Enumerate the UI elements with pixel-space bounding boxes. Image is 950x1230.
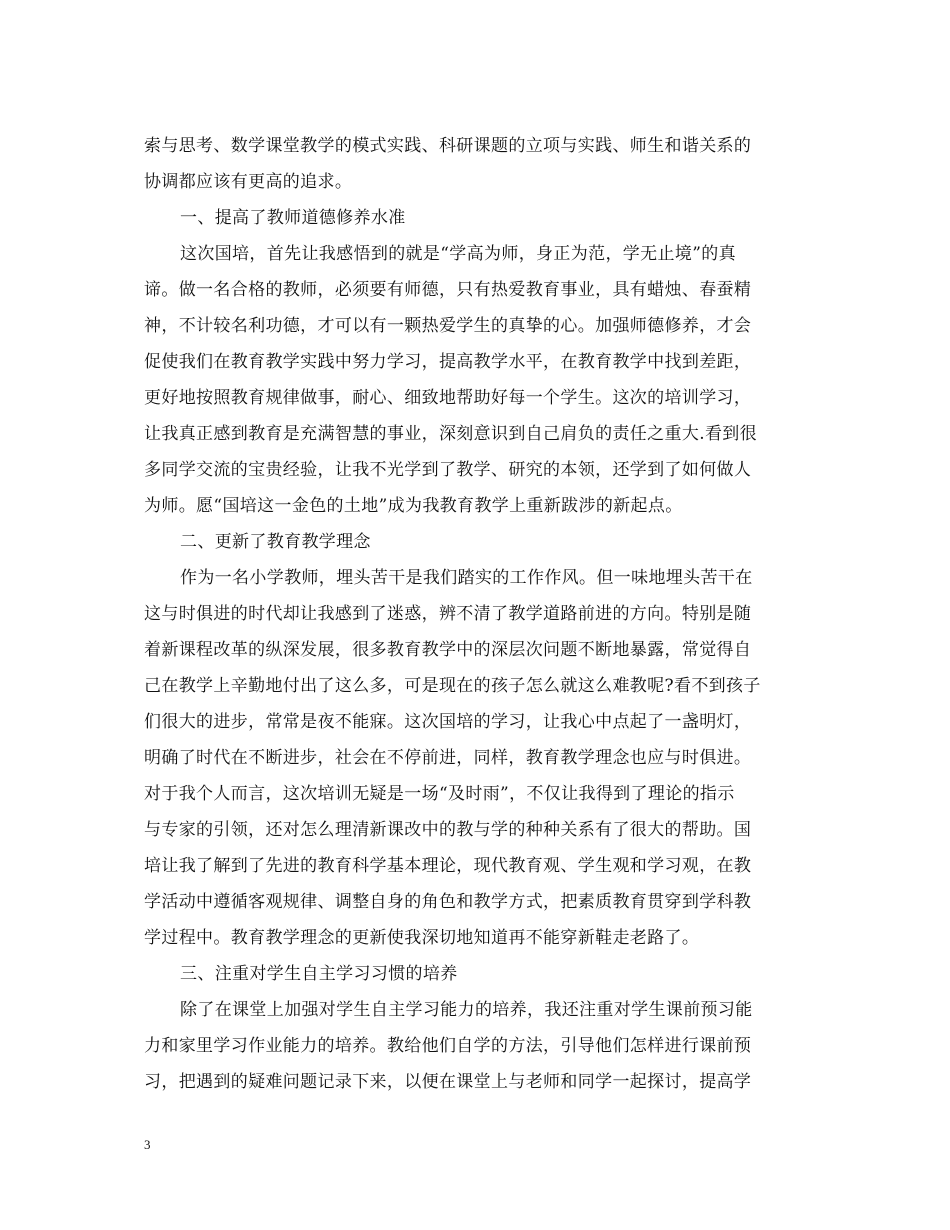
text-line: 促使我们在教育教学实践中努力学习，提高教学水平，在教育教学中找到差距， xyxy=(144,352,752,372)
text-line: 多同学交流的宝贵经验，让我不光学到了教学、研究的本领，还学到了如何做人 xyxy=(144,460,752,480)
text-line: 培让我了解到了先进的教育科学基本理论，现代教育观、学生观和学习观，在教 xyxy=(144,856,752,876)
text-line: 们很大的进步，常常是夜不能寐。这次国培的学习，让我心中点起了一盏明灯， xyxy=(144,712,752,732)
text-line: 这与时俱进的时代却让我感到了迷惑，辨不清了教学道路前进的方向。特别是随 xyxy=(144,604,752,624)
text-line: 协调都应该有更高的追求。 xyxy=(144,172,353,192)
text-line: 力和家里学习作业能力的培养。教给他们自学的方法，引导他们怎样进行课前预 xyxy=(144,1036,752,1056)
text-line: 让我真正感到教育是充满智慧的事业，深刻意识到自己肩负的责任之重大.看到很 xyxy=(144,424,758,444)
text-line: 着新课程改革的纵深发展，很多教育教学中的深层次问题不断地暴露，常觉得自 xyxy=(144,640,752,660)
text-line: 学活动中遵循客观规律、调整自身的角色和教学方式，把素质教育贯穿到学科教 xyxy=(144,892,752,912)
text-line: 二、更新了教育教学理念 xyxy=(180,532,371,552)
body-text xyxy=(144,128,804,1100)
text-line: 更好地按照教育规律做事，耐心、细致地帮助好每一个学生。这次的培训学习， xyxy=(144,388,752,408)
text-line: 己在教学上辛勤地付出了这么多，可是现在的孩子怎么就这么难教呢?看不到孩子 xyxy=(144,676,761,696)
text-line: 除了在课堂上加强对学生自主学习能力的培养，我还注重对学生课前预习能 xyxy=(180,1000,753,1020)
text-line: 明确了时代在不断进步，社会在不停前进，同样，教育教学理念也应与时俱进。 xyxy=(144,748,752,768)
text-line: 为师。愿“国培这一金色的土地”成为我教育教学上重新跋涉的新起点。 xyxy=(144,496,683,516)
text-line: 神，不计较名利功德，才可以有一颗热爱学生的真挚的心。加强师德修养，才会 xyxy=(144,316,752,336)
text-line: 索与思考、数学课堂教学的模式实践、科研课题的立项与实践、师生和谐关系的 xyxy=(144,136,752,156)
text-line: 谛。做一名合格的教师，必须要有师德，只有热爱教育事业，具有蜡烛、春蚕精 xyxy=(144,280,752,300)
text-line: 对于我个人而言，这次培训无疑是一场“及时雨”，不仅让我得到了理论的指示 xyxy=(144,784,735,804)
page-number: 3 xyxy=(144,1137,151,1152)
text-line: 与专家的引领，还对怎么理清新课改中的教与学的种种关系有了很大的帮助。国 xyxy=(144,820,752,840)
text-line: 一、提高了教师道德修养水准 xyxy=(180,208,406,228)
text-line: 这次国培，首先让我感悟到的就是“学高为师，身正为范，学无止境”的真 xyxy=(180,244,736,264)
text-line: 作为一名小学教师，埋头苦干是我们踏实的工作作风。但一味地埋头苦干在 xyxy=(180,568,753,588)
text-line: 习，把遇到的疑难问题记录下来，以便在课堂上与老师和同学一起探讨，提高学 xyxy=(144,1072,752,1092)
text-line: 学过程中。教育教学理念的更新使我深切地知道再不能穿新鞋走老路了。 xyxy=(144,928,700,948)
text-line: 三、注重对学生自主学习习惯的培养 xyxy=(180,964,458,984)
